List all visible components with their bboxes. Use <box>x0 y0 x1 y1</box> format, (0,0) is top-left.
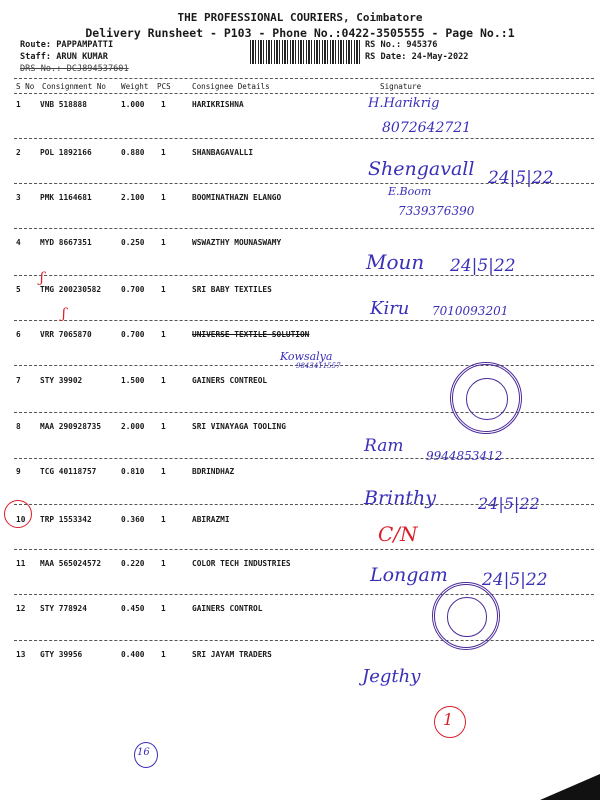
row-pcs: 1 <box>161 238 166 247</box>
row-pcs: 1 <box>161 422 166 431</box>
row-pcs: 1 <box>161 467 166 476</box>
header-bottom-rule <box>14 93 594 94</box>
table-row <box>0 285 600 329</box>
row-consignee: SRI JAYAM TRADERS <box>192 650 272 659</box>
row-weight: 1.000 <box>121 100 145 109</box>
row-divider <box>14 458 594 459</box>
date-11: 24|5|22 <box>482 570 548 590</box>
row-weight: 2.100 <box>121 193 145 202</box>
row-weight: 2.000 <box>121 422 145 431</box>
row-divider <box>14 549 594 550</box>
phone-1: 8072642721 <box>382 120 472 136</box>
drs-label: DRS No.: DCJ894537601 <box>20 64 129 74</box>
row-divider <box>14 228 594 229</box>
col-weight: Weight <box>121 82 149 91</box>
date-4: 24|5|22 <box>450 256 516 276</box>
row-consignee: GAINERS CONTROL <box>192 604 263 613</box>
row-weight: 0.450 <box>121 604 145 613</box>
signature-6: Kowsalya <box>280 350 333 363</box>
row-sno: 4 <box>16 238 21 247</box>
row-sno: 5 <box>16 285 21 294</box>
row-weight: 0.220 <box>121 559 145 568</box>
runsheet-subtitle: Delivery Runsheet - P103 - Phone No.:0422-3505555 - Page No.:1 <box>85 26 515 40</box>
phone-5: 7010093201 <box>432 304 509 318</box>
phone-6: 9843411557 <box>296 362 341 370</box>
row-sno: 10 <box>16 515 26 524</box>
row-sno: 1 <box>16 100 21 109</box>
rs-number: RS No.: 945376 <box>365 40 438 50</box>
table-row <box>0 650 600 694</box>
row-consignment: VNB 518888 <box>40 100 87 109</box>
phone-8: 9944853412 <box>426 449 503 463</box>
row-sno: 9 <box>16 467 21 476</box>
row-consignment: TMG 200230582 <box>40 285 102 294</box>
phone-3: 7339376390 <box>398 204 475 218</box>
row-10-red-circle <box>4 500 32 528</box>
row-pcs: 1 <box>161 604 166 613</box>
row-consignee: WSWAZTHY MOUNASWAMY <box>192 238 282 247</box>
staff-label: Staff: ARUN KUMAR <box>20 52 108 62</box>
row-consignee: ABIRAZMI <box>192 515 230 524</box>
col-sno: S No <box>16 82 35 91</box>
row-sno: 3 <box>16 193 21 202</box>
row-consignee: SRI BABY TEXTILES <box>192 285 272 294</box>
row-pcs: 1 <box>161 515 166 524</box>
signature-1: H.Harikrig <box>368 96 440 111</box>
row-pcs: 1 <box>161 148 166 157</box>
header-top-rule <box>14 78 594 79</box>
row-sno: 2 <box>16 148 21 157</box>
stamp-inner-ring <box>447 597 486 636</box>
row-consignment: TCG 40118757 <box>40 467 97 476</box>
row-consignment: STY 778924 <box>40 604 87 613</box>
row-weight: 1.500 <box>121 376 145 385</box>
row-pcs: 1 <box>161 376 166 385</box>
row-sno: 7 <box>16 376 21 385</box>
row-divider <box>14 640 594 641</box>
row-sno: 6 <box>16 330 21 339</box>
row-consignee: BDRINDHAZ <box>192 467 235 476</box>
row-pcs: 1 <box>161 559 166 568</box>
red-tick-6: ʃ <box>62 306 66 322</box>
signature-5: Kiru <box>370 298 410 319</box>
row-pcs: 1 <box>161 193 166 202</box>
col-consignment: Consignment No <box>42 82 107 91</box>
col-pcs: PCS <box>157 82 171 91</box>
row-consignment: TRP 1553342 <box>40 515 92 524</box>
col-consignee: Consignee Details <box>192 82 270 91</box>
signature-13: Jegthy <box>362 666 421 687</box>
row-sno: 8 <box>16 422 21 431</box>
row-consignee: UNIVERSE TEXTILE SOLUTION <box>192 330 310 339</box>
row-consignee: COLOR TECH INDUSTRIES <box>192 559 291 568</box>
red-circle-number: 1 <box>443 710 454 729</box>
company-stamp <box>432 582 500 650</box>
row-consignee: HARIKRISHNA <box>192 100 244 109</box>
barcode <box>250 40 360 64</box>
signature-2: Shengavall <box>368 158 475 180</box>
row-weight: 0.700 <box>121 285 145 294</box>
row-consignee: BOOMINATHAZN ELANGO <box>192 193 282 202</box>
row-divider <box>14 138 594 139</box>
signature-8: Ram <box>364 436 404 456</box>
table-row <box>0 422 600 466</box>
row-consignment: VRR 7065870 <box>40 330 92 339</box>
date-2: 24|5|22 <box>488 168 554 188</box>
stamp-inner-ring <box>466 378 508 420</box>
red-tick-5: ʃ <box>40 270 44 286</box>
cin-note: C/N <box>378 522 418 546</box>
row-weight: 0.880 <box>121 148 145 157</box>
row-divider <box>14 320 594 321</box>
row-sno: 11 <box>16 559 26 568</box>
row-consignment: PMK 1164681 <box>40 193 92 202</box>
company-stamp <box>450 362 522 434</box>
row-consignment: STY 39902 <box>40 376 83 385</box>
route-label: Route: PAPPAMPATTI <box>20 40 114 50</box>
row-weight: 0.400 <box>121 650 145 659</box>
table-row <box>0 604 600 648</box>
table-row <box>0 193 600 237</box>
rs-date: RS Date: 24-May-2022 <box>365 52 469 62</box>
row-weight: 0.700 <box>121 330 145 339</box>
row-consignment: POL 1892166 <box>40 148 92 157</box>
row-sno: 12 <box>16 604 26 613</box>
row-pcs: 1 <box>161 100 166 109</box>
row-sno: 13 <box>16 650 26 659</box>
row-consignment: GTY 39956 <box>40 650 83 659</box>
row-weight: 0.360 <box>121 515 145 524</box>
col-signature: Signature <box>380 82 422 91</box>
table-row <box>0 515 600 559</box>
row-weight: 0.250 <box>121 238 145 247</box>
date-9: 24|5|22 <box>478 494 540 513</box>
signature-3: E.Boom <box>388 185 432 198</box>
row-consignee: GAINERS CONTREOL <box>192 376 268 385</box>
row-weight: 0.810 <box>121 467 145 476</box>
row-divider <box>14 594 594 595</box>
row-consignment: MAA 565024572 <box>40 559 102 568</box>
scan-corner-shadow <box>540 774 600 800</box>
page-number-mark: 16 <box>137 747 150 758</box>
row-pcs: 1 <box>161 650 166 659</box>
row-pcs: 1 <box>161 285 166 294</box>
row-pcs: 1 <box>161 330 166 339</box>
signature-4: Moun <box>366 250 425 274</box>
signature-11: Longam <box>370 564 448 586</box>
company-title: THE PROFESSIONAL COURIERS, Coimbatore <box>177 11 423 24</box>
row-consignee: SHANBAGAVALLI <box>192 148 254 157</box>
row-consignment: MYD 8667351 <box>40 238 92 247</box>
row-consignee: SRI VINAYAGA TOOLING <box>192 422 286 431</box>
signature-9: Brinthy <box>364 487 436 509</box>
row-consignment: MAA 290928735 <box>40 422 102 431</box>
